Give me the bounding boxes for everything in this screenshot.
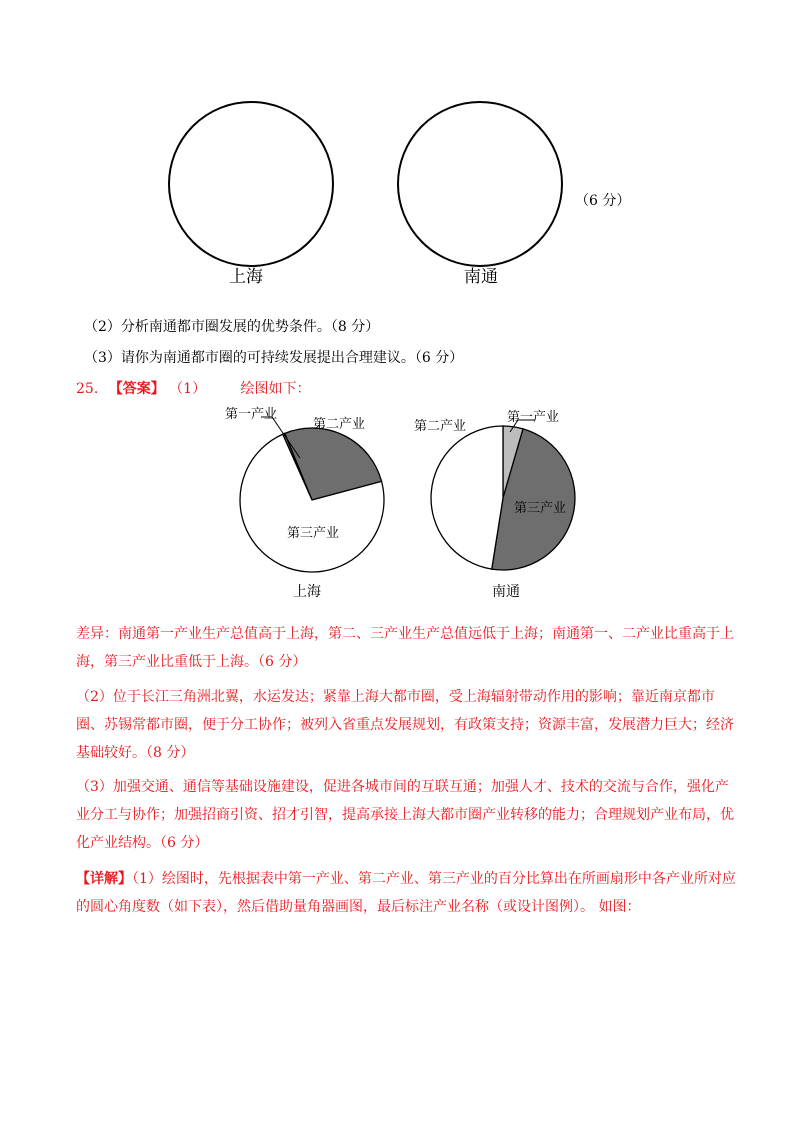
pie-label-nantong-tertiary: 第三产业 — [514, 501, 567, 516]
detail-text: （1）绘图时，先根据表中第一产业、第二产业、第三产业的百分比算出在所画扇形中各产业所对应的圆心角度数（如下表），然后借助量角器画图，最后标注产业名称（或设计图例）。 如图： — [76, 871, 736, 915]
pie-label-shanghai-tertiary: 第三产业 — [287, 526, 340, 541]
blank-label-nantong: 南通 — [464, 267, 498, 287]
question-2: （2）分析南通都市圈发展的优势条件。（8 分） — [84, 319, 380, 335]
pie-title-shanghai: 上海 — [293, 584, 321, 600]
pie-label-nantong-primary: 第一产业 — [507, 410, 560, 425]
answer-number: 25. — [76, 381, 99, 397]
pie-slice-nantong-tertiary — [431, 426, 503, 569]
answer-part: （1） — [169, 381, 207, 397]
pie-label-shanghai-primary: 第一产业 — [225, 407, 278, 422]
answer-part-3: （3）加强交通、通信等基础设施建设，促进各城市间的互联互通；加强人才、技术的交流与合作，强化产业分工与协作；加强招商引资、招才引智，提高承接上海大都市圈产业转移的能力；合理规划产业布局，优化产业结构。（6 分） — [76, 779, 734, 851]
answer-part-2: （2）位于长江三角洲北翼，水运发达；紧靠上海大都市圈，受上海辐射带动作用的影响；靠近南京都市圈、苏锡常都市圈，便于分工协作；被列入省重点发展规划，有政策支持；资源丰富，发展潜力巨大；经济基础较好。（8 分） — [76, 689, 734, 761]
detail-paragraph — [76, 865, 736, 921]
answer-difference: 差异：南通第一产业生产总值高于上海，第二、三产业生产总值远低于上海；南通第一、二产业比重高于上海，第三产业比重低于上海。（6 分） — [76, 626, 734, 670]
pie-title-nantong: 南通 — [492, 584, 520, 600]
detail-tag: 【详解】 — [76, 871, 132, 887]
pie-label-nantong-secondary: 第二产业 — [414, 419, 467, 434]
blank-label-shanghai: 上海 — [229, 267, 263, 287]
question-3: （3）请你为南通都市圈的可持续发展提出合理建议。（6 分） — [84, 350, 464, 366]
answer-draw-note: 绘图如下： — [240, 381, 311, 397]
pie-label-shanghai-secondary: 第二产业 — [313, 417, 366, 432]
answer-tag: 【答案】 — [108, 381, 165, 397]
blank-figure-score: （6 分） — [575, 193, 631, 209]
